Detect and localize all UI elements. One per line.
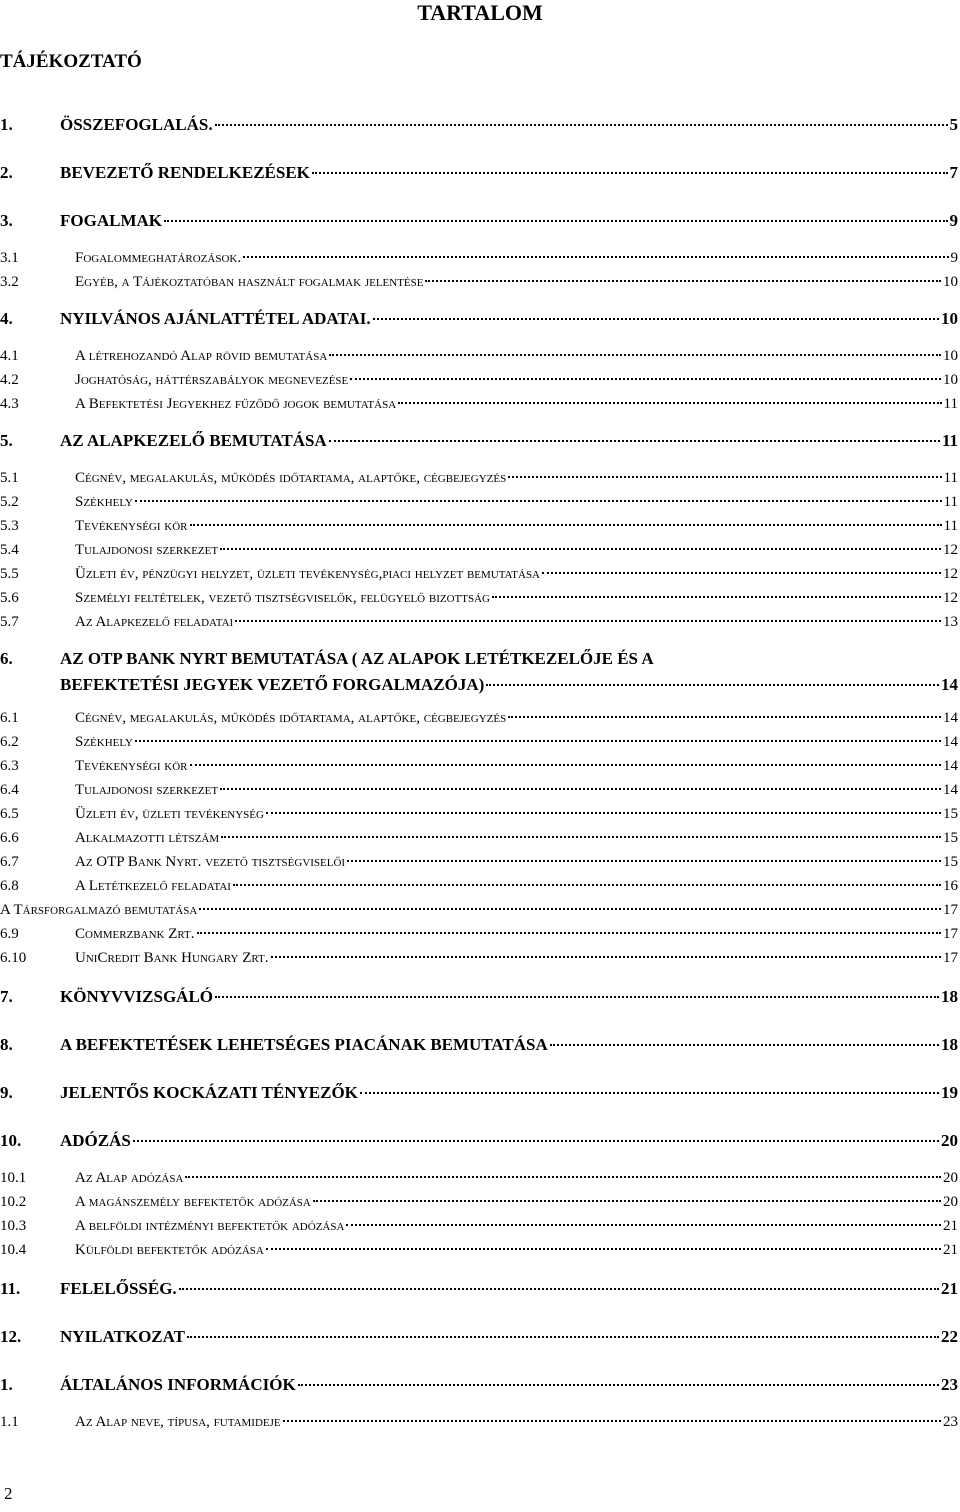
toc-entry-page: 16 — [943, 878, 958, 894]
toc-entry-title: A létrehozandó Alap rövid bemutatása — [75, 348, 328, 364]
dot-leader — [508, 475, 941, 478]
toc-entry-number: 5. — [0, 431, 13, 450]
toc-entry-title: ÁLTALÁNOS INFORMÁCIÓK — [60, 1375, 296, 1394]
toc-entry-number: 9. — [0, 1083, 13, 1102]
toc-entry[interactable] — [0, 370, 960, 390]
toc-entry[interactable] — [0, 308, 960, 330]
toc-entry-title: FOGALMAK — [60, 211, 162, 230]
toc-entry[interactable] — [0, 828, 960, 848]
toc-entry-number: 6.8 — [0, 878, 19, 894]
toc-entry-title: ADÓZÁS — [60, 1131, 131, 1150]
toc-entry-title: Tulajdonosi szerkezet — [75, 542, 219, 558]
toc-entry-page: 11 — [943, 470, 958, 486]
toc-entry-page: 5 — [949, 115, 958, 134]
toc-entry-title: A magánszemély befektetők adózása — [75, 1194, 311, 1210]
toc-entry[interactable] — [0, 1168, 960, 1188]
toc-entry-page: 23 — [941, 1375, 958, 1394]
toc-entry-title: Joghatóság, háttérszabályok megnevezése — [75, 372, 349, 388]
toc-entry-page: 11 — [943, 518, 958, 534]
toc-entry-title: Cégnév, megalakulás, működés időtartama, alaptőke, cégbejegyzés — [75, 710, 507, 726]
toc-entry-number: 10. — [0, 1131, 22, 1150]
toc-entry-number: 6. — [0, 649, 13, 668]
dot-leader — [271, 955, 941, 958]
dot-leader — [190, 523, 942, 526]
toc-entry[interactable] — [0, 1326, 960, 1348]
toc-entry[interactable] — [0, 804, 960, 824]
toc-entry[interactable] — [0, 540, 960, 560]
toc-entry-number: 5.5 — [0, 566, 19, 582]
dot-leader — [298, 1383, 939, 1386]
toc-entry[interactable] — [0, 248, 960, 268]
dot-leader — [329, 439, 940, 442]
toc-entry-number: 5.3 — [0, 518, 19, 534]
toc-entry-title-line2: BEFEKTETÉSI JEGYEK VEZETŐ FORGALMAZÓJA) — [60, 675, 485, 694]
toc-entry-page: 15 — [943, 854, 958, 870]
dot-leader — [350, 377, 941, 380]
toc-entry-number: 6.3 — [0, 758, 19, 774]
toc-entry-number: 6.4 — [0, 782, 19, 798]
toc-entry[interactable] — [0, 564, 960, 584]
toc-entry-page: 20 — [943, 1194, 958, 1210]
toc-entry-page: 17 — [943, 902, 958, 918]
toc-entry-page: 21 — [943, 1218, 958, 1234]
toc-entry-title: Tevékenységi kör — [75, 758, 188, 774]
dot-leader — [133, 1139, 939, 1142]
toc-entry[interactable] — [0, 756, 960, 776]
dot-leader — [221, 835, 941, 838]
toc-entry-number: 3. — [0, 211, 13, 230]
toc-entry[interactable] — [0, 516, 960, 536]
toc-entry-title: Külföldi befektetők adózása — [75, 1242, 264, 1258]
toc-entry-title: FELELŐSSÉG. — [60, 1279, 177, 1298]
toc-entry[interactable] — [0, 430, 960, 452]
toc-entry[interactable] — [0, 588, 960, 608]
toc-entry-title: Tulajdonosi szerkezet — [75, 782, 219, 798]
toc-entry-page: 14 — [943, 782, 958, 798]
toc-entry-page: 10 — [941, 309, 958, 328]
toc-entry-page: 11 — [943, 494, 958, 510]
toc-entry-title: Az Alapkezelő feladatai — [75, 614, 234, 630]
dot-leader — [135, 499, 942, 502]
dot-leader — [360, 1091, 939, 1094]
toc-entry-page: 14 — [941, 675, 958, 694]
toc-entry-page: 15 — [943, 830, 958, 846]
toc-entry-page: 23 — [943, 1414, 958, 1430]
toc-entry-title: A Befektetési Jegyekhez fűződő jogok bemutatása — [75, 396, 397, 412]
toc-entry[interactable] — [0, 346, 960, 366]
toc-entry-title: Üzleti év, üzleti tevékenység — [75, 806, 264, 822]
dot-leader — [373, 317, 939, 320]
dot-leader — [486, 683, 939, 686]
toc-entry-title: UniCredit Bank Hungary Zrt. — [75, 950, 269, 966]
toc-entry-number: 8. — [0, 1035, 13, 1054]
toc-entry[interactable] — [0, 1240, 960, 1260]
dot-leader — [233, 883, 941, 886]
dot-leader — [243, 255, 948, 258]
toc-entry-page: 21 — [941, 1279, 958, 1298]
toc-entry[interactable] — [0, 732, 960, 752]
toc-entry-number: 6.1 — [0, 710, 19, 726]
toc-entry-page: 11 — [941, 431, 958, 450]
toc-entry-number: 5.4 — [0, 542, 19, 558]
toc-entry-number: 6.5 — [0, 806, 19, 822]
toc-entry[interactable] — [0, 780, 960, 800]
toc-entry[interactable] — [0, 1082, 960, 1104]
toc-entry-page: 17 — [943, 950, 958, 966]
toc-entry-page: 12 — [943, 542, 958, 558]
toc-entry-title: A belföldi intézményi befektetők adózása — [75, 1218, 345, 1234]
toc-entry[interactable] — [0, 468, 960, 488]
toc-entry-number: 5.2 — [0, 494, 19, 510]
toc-entry-page: 14 — [943, 758, 958, 774]
toc-entry-title: Az Alap neve, típusa, futamideje — [75, 1414, 281, 1430]
toc-entry-number: 11. — [0, 1279, 21, 1298]
toc-entry-title: Commerzbank Zrt. — [75, 926, 195, 942]
toc-entry-page: 21 — [943, 1242, 958, 1258]
toc-entry-number: 1. — [0, 115, 13, 134]
dot-leader — [164, 219, 948, 222]
toc-entry[interactable] — [0, 876, 960, 896]
dot-leader — [197, 931, 941, 934]
toc-entry-title-line1: AZ OTP BANK NYRT BEMUTATÁSA ( AZ ALAPOK LETÉTKEZELŐJE ÉS A — [60, 649, 654, 668]
dot-leader — [190, 763, 941, 766]
intro-heading: TÁJÉKOZTATÓ — [0, 51, 142, 72]
dot-leader — [235, 619, 941, 622]
toc-entry-page: 22 — [941, 1327, 958, 1346]
dot-leader — [220, 547, 941, 550]
toc-entry[interactable] — [0, 986, 960, 1008]
dot-leader — [347, 859, 941, 862]
toc-entry[interactable] — [0, 1034, 960, 1056]
toc-entry-title: Egyéb, a Tájékoztatóban használt fogalmak jelentése — [75, 274, 424, 290]
toc-entry[interactable] — [0, 162, 960, 184]
toc-entry-title: A Letétkezelő feladatai — [75, 878, 231, 894]
toc-entry-number: 3.1 — [0, 250, 19, 266]
toc-entry-page: 12 — [943, 590, 958, 606]
dot-leader — [199, 907, 941, 910]
toc-entry-page: 14 — [943, 710, 958, 726]
dot-leader — [542, 571, 941, 574]
toc-entry-number: 6.2 — [0, 734, 19, 750]
toc-entry[interactable] — [0, 1412, 960, 1432]
toc-entry-title: NYILATKOZAT — [60, 1327, 186, 1346]
toc-entry-title: Cégnév, megalakulás, működés időtartama, alaptőke, cégbejegyzés — [75, 470, 507, 486]
toc-entry-page: 13 — [943, 614, 958, 630]
toc-entry-title: Az OTP Bank Nyrt. vezető tisztségviselői — [75, 854, 346, 870]
toc-entry-title: Tevékenységi kör — [75, 518, 188, 534]
toc-entry[interactable] — [0, 492, 960, 512]
toc-entry-title: Fogalommeghatározások. — [75, 250, 242, 266]
toc-entry-title: NYILVÁNOS AJÁNLATTÉTEL ADATAI. — [60, 309, 371, 328]
toc-entry-page: 18 — [941, 1035, 958, 1054]
page-number: 2 — [4, 1484, 13, 1503]
toc-entry-page: 10 — [943, 348, 958, 364]
toc-entry-title: A Társforgalmazó bemutatása — [0, 902, 198, 918]
toc-entry-title: Alkalmazotti létszám — [75, 830, 220, 846]
toc-entry[interactable] — [0, 612, 960, 632]
dot-leader — [179, 1287, 939, 1290]
toc-entry-number: 6.6 — [0, 830, 19, 846]
toc-entry[interactable] — [0, 1130, 960, 1152]
dot-leader — [185, 1175, 941, 1178]
toc-entry[interactable] — [0, 900, 960, 920]
dot-leader — [220, 787, 941, 790]
toc-entry-number: 10.2 — [0, 1194, 27, 1210]
toc-entry-number: 6.10 — [0, 950, 27, 966]
dot-leader — [266, 1247, 941, 1250]
toc-entry-page: 10 — [943, 274, 958, 290]
page-title: TARTALOM — [417, 0, 543, 25]
toc-entry-number: 5.6 — [0, 590, 19, 606]
toc-entry-title: Székhely — [75, 494, 133, 510]
toc-entry[interactable] — [0, 1278, 960, 1300]
toc-entry-page: 9 — [949, 211, 958, 230]
toc-entry-title: KÖNYVVIZSGÁLÓ — [60, 987, 214, 1006]
dot-leader — [266, 811, 941, 814]
toc-entry[interactable] — [0, 1374, 960, 1396]
toc-entry-page: 12 — [943, 566, 958, 582]
toc-entry[interactable] — [0, 394, 960, 414]
dot-leader — [425, 279, 941, 282]
dot-leader — [508, 715, 941, 718]
toc-entry-title: ÖSSZEFOGLALÁS. — [60, 115, 213, 134]
toc-entry-number: 12. — [0, 1327, 22, 1346]
toc-entry-title: Székhely — [75, 734, 133, 750]
toc-entry[interactable] — [0, 852, 960, 872]
toc-entry-number: 10.1 — [0, 1170, 27, 1186]
toc-entry-title: AZ ALAPKEZELŐ BEMUTATÁSA — [60, 431, 327, 450]
dot-leader — [187, 1335, 939, 1338]
toc-entry-number: 1. — [0, 1375, 13, 1394]
toc-entry[interactable] — [0, 1192, 960, 1212]
toc-entry-6[interactable] — [0, 646, 960, 698]
dot-leader — [329, 353, 941, 356]
toc-entry-number: 7. — [0, 987, 13, 1006]
toc-entry-number: 4. — [0, 309, 13, 328]
toc-entry-number: 1.1 — [0, 1414, 19, 1430]
toc-entry-page: 17 — [943, 926, 958, 942]
dot-leader — [398, 401, 941, 404]
toc-entry-page: 7 — [949, 163, 958, 182]
toc-entry-page: 20 — [943, 1170, 958, 1186]
toc-entry-number: 5.7 — [0, 614, 19, 630]
toc-entry[interactable] — [0, 948, 960, 968]
toc-entry-number: 10.4 — [0, 1242, 27, 1258]
toc-entry-page: 9 — [950, 250, 958, 266]
toc-entry-page: 10 — [943, 372, 958, 388]
dot-leader — [346, 1223, 941, 1226]
toc-entry-page: 19 — [941, 1083, 958, 1102]
toc-entry-number: 5.1 — [0, 470, 19, 486]
dot-leader — [492, 595, 941, 598]
dot-leader — [313, 1199, 941, 1202]
dot-leader — [312, 171, 948, 174]
dot-leader — [283, 1419, 941, 1422]
toc-entry[interactable] — [0, 114, 960, 136]
toc-entry-page: 18 — [941, 987, 958, 1006]
toc-entry-title: A BEFEKTETÉSEK LEHETSÉGES PIACÁNAK BEMUTATÁSA — [60, 1035, 548, 1054]
toc-entry[interactable] — [0, 1216, 960, 1236]
toc-entry[interactable] — [0, 708, 960, 728]
dot-leader — [215, 995, 939, 998]
toc-entry-title: JELENTŐS KOCKÁZATI TÉNYEZŐK — [60, 1083, 358, 1102]
toc-entry-title: Személyi feltételek, vezető tisztségviselők, felügyelő bizottság — [75, 590, 490, 606]
toc-entry-number: 4.2 — [0, 372, 19, 388]
toc-entry-page: 20 — [941, 1131, 958, 1150]
toc-entry-number: 6.9 — [0, 926, 19, 942]
toc-entry-number: 10.3 — [0, 1218, 27, 1234]
toc-entry-page: 11 — [943, 396, 958, 412]
toc-entry[interactable] — [0, 924, 960, 944]
toc-entry-number: 4.1 — [0, 348, 19, 364]
dot-leader — [135, 739, 941, 742]
toc-entry-title: BEVEZETŐ RENDELKEZÉSEK — [60, 163, 310, 182]
toc-entry-title: Az Alap adózása — [75, 1170, 184, 1186]
toc-entry-number: 6.7 — [0, 854, 19, 870]
toc-entry-number: 4.3 — [0, 396, 19, 412]
toc-entry-title: Üzleti év, pénzügyi helyzet, üzleti tevékenység,piaci helyzet bemutatása — [75, 566, 541, 582]
dot-leader — [215, 123, 948, 126]
toc-entry[interactable] — [0, 272, 960, 292]
toc-entry-number: 3.2 — [0, 274, 19, 290]
toc-entry-page: 15 — [943, 806, 958, 822]
toc-entry[interactable] — [0, 210, 960, 232]
dot-leader — [550, 1043, 939, 1046]
toc-entry-number: 2. — [0, 163, 13, 182]
toc-entry-page: 14 — [943, 734, 958, 750]
